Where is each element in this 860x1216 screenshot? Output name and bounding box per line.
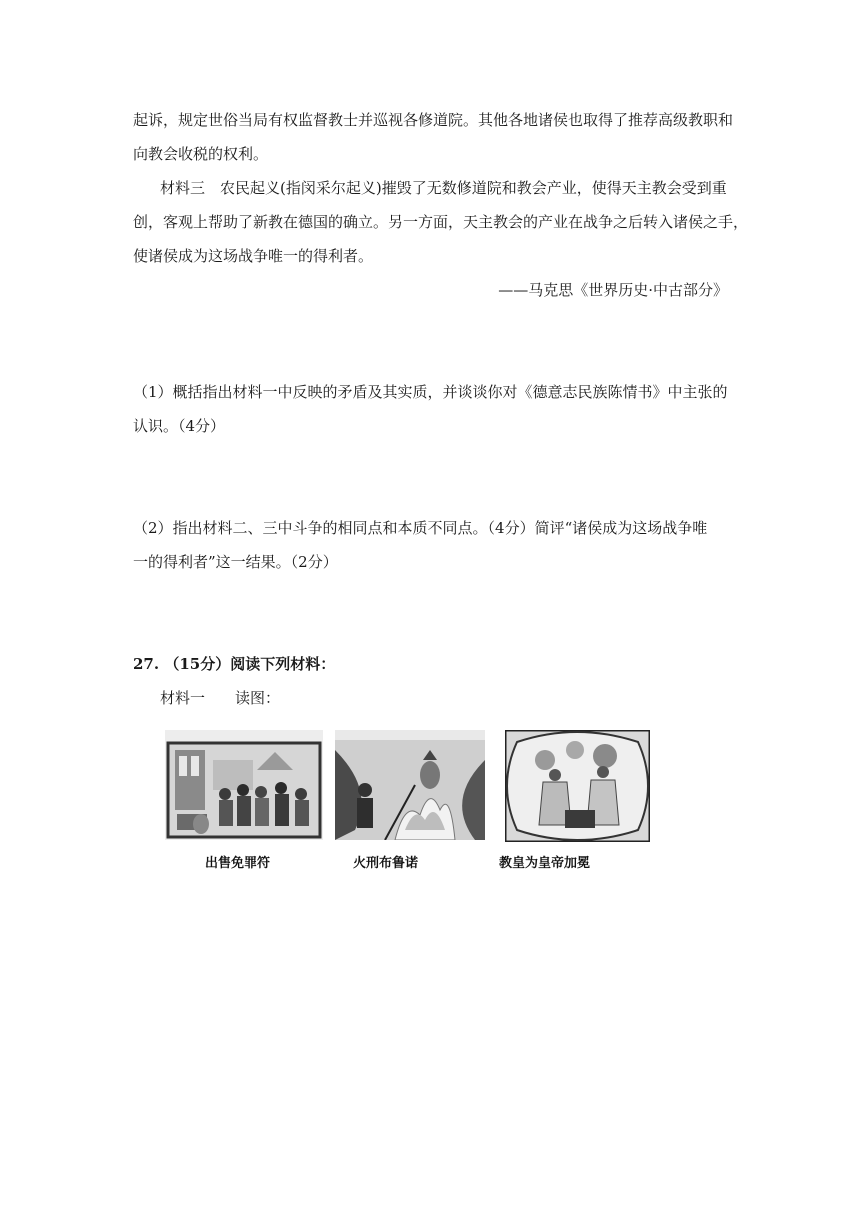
material2-line2: 向教会收税的权利。 [133,145,269,163]
indulgence-sale-image [165,730,323,840]
material2-line1: 起诉，规定世俗当局有权监督教士并巡视各修道院。其他各地诸侯也取得了推荐高级教职和 [133,111,734,129]
figure-row [160,730,660,880]
figure-indulgence [165,730,323,871]
figure-coronation [499,730,650,871]
question1-line2: 认识。（4分） [133,417,226,435]
figure-caption-coronation: 教皇为皇帝加冕 [499,856,591,871]
figure-caption-bruno: 火刑布鲁诺 [353,856,419,871]
material3-line3: 使诸侯成为这场战争唯一的得利者。 [133,247,374,265]
question27-material1: 材料一 读图： [160,689,281,707]
material3-source: ——马克思《世界历史·中古部分》 [498,281,728,299]
material3-line2: 创，客观上帮助了新教在德国的确立。另一方面，天主教会的产业在战争之后转入诸侯之手， [133,213,749,231]
figure-caption-indulgence: 出售免罪符 [205,856,271,871]
coronation-image [505,730,650,842]
material3-line1: 材料三 农民起义(指闵采尔起义)摧毁了无数修道院和教会产业，使得天主教会受到重 [160,179,727,197]
figure-bruno [335,730,485,871]
question1-line1: （1）概括指出材料一中反映的矛盾及其实质，并谈谈你对《德意志民族陈情书》中主张的 [133,383,728,401]
bruno-burning-image [335,730,485,840]
question2-line1: （2）指出材料二、三中斗争的相同点和本质不同点。（4分）简评“诸侯成为这场战争唯 [133,519,708,537]
question2-line2: 一的得利者”这一结果。（2分） [133,553,338,571]
question27-heading: 27. （15分）阅读下列材料： [133,655,336,673]
